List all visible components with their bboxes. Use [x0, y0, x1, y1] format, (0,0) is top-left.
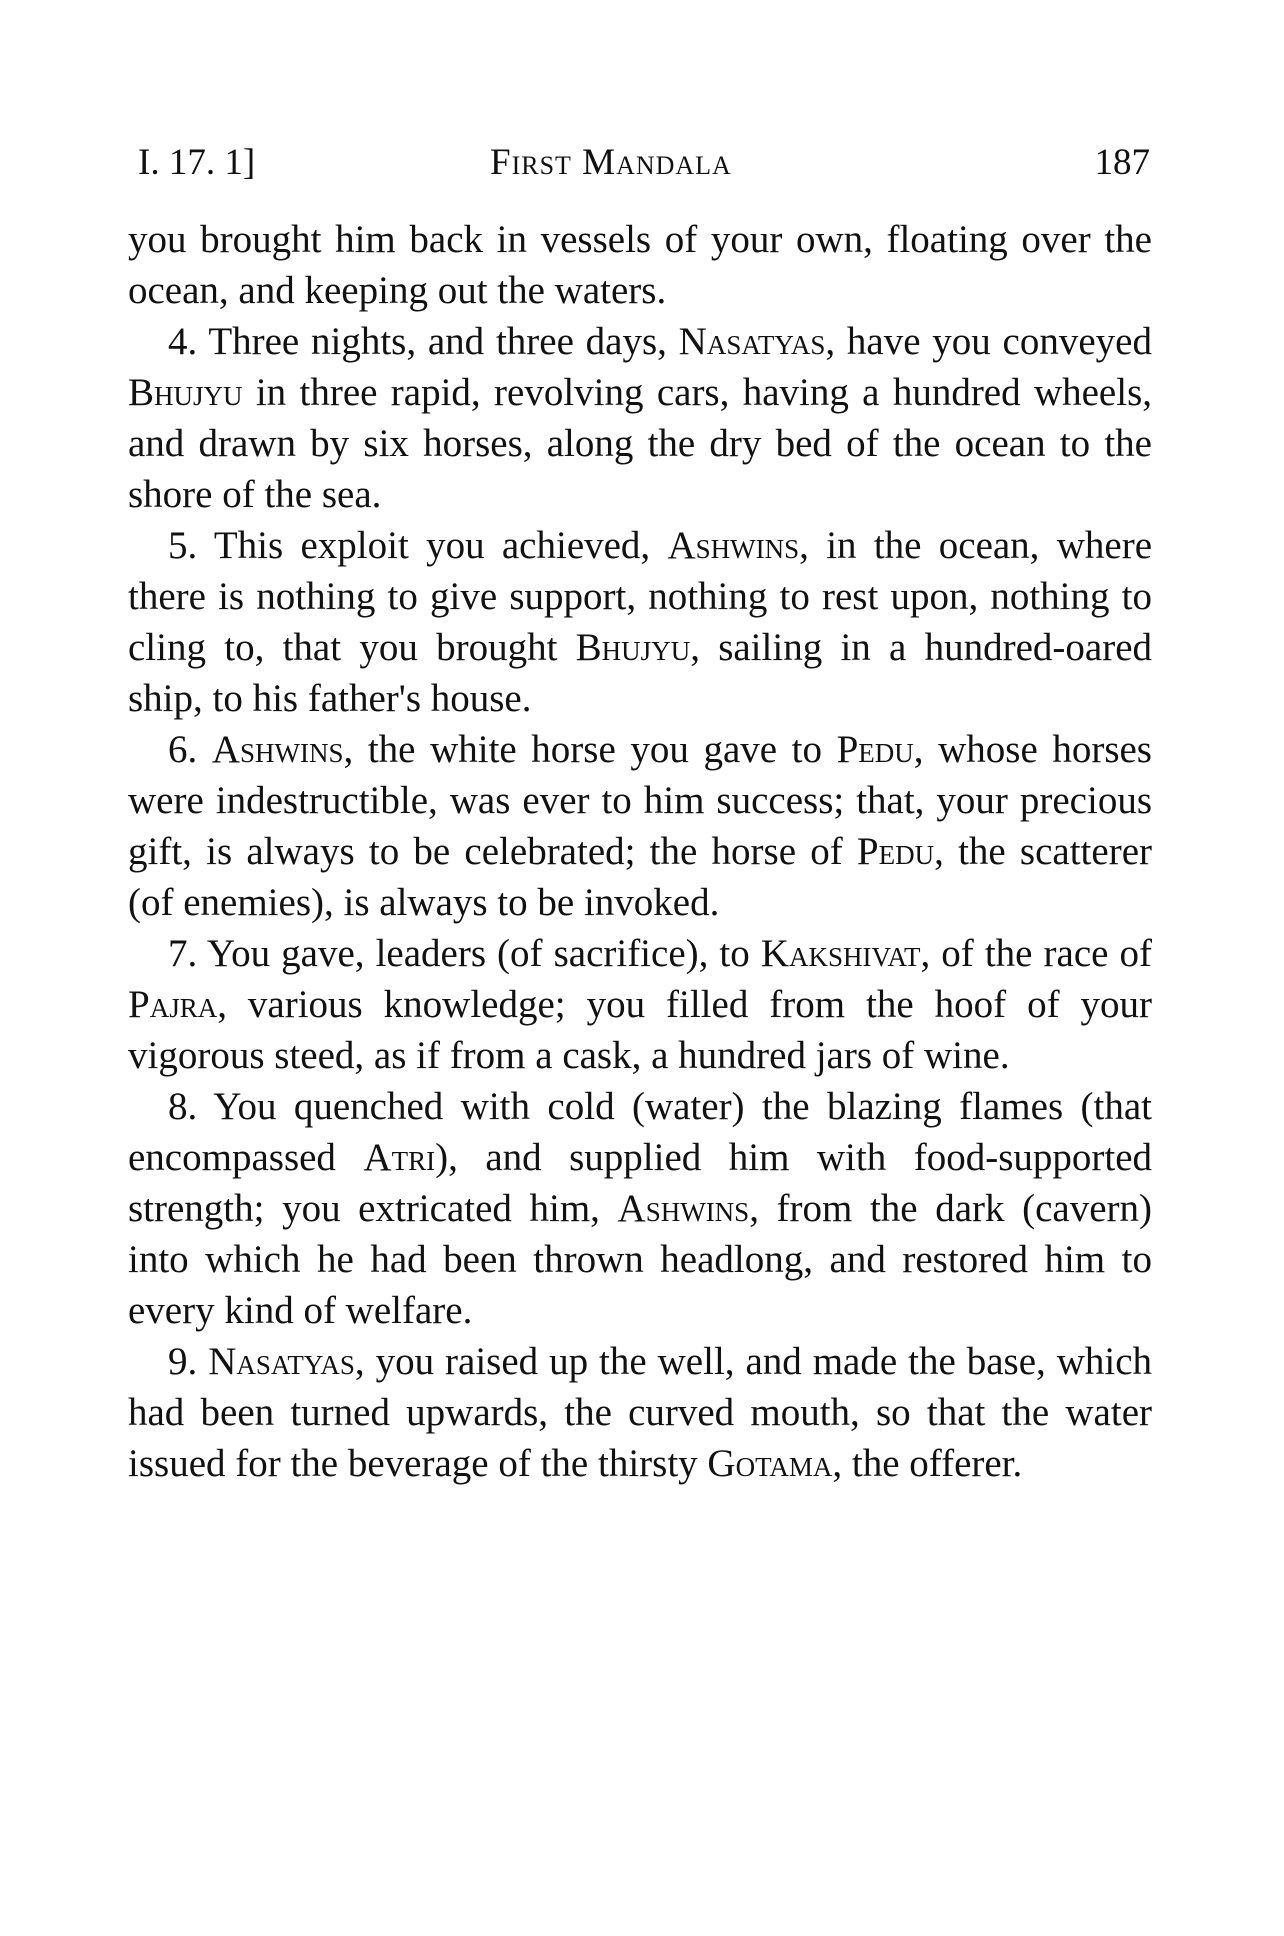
page-number: 187 — [1094, 142, 1150, 183]
verse-text: , the offerer. — [832, 1442, 1023, 1485]
verse-paragraph — [128, 1081, 1152, 1336]
verse-number: 5. — [168, 524, 198, 567]
verse-paragraph — [128, 724, 1152, 928]
verse-text: ), and supplied him with food-supported strength; you extricated him, — [128, 1136, 1152, 1230]
verse-text: , you raised up the well, and made the base, which had been turned upwards, the curved mouth, so that the water issued for the beverage of the thirsty — [128, 1340, 1153, 1485]
running-head — [138, 138, 1150, 188]
body-text — [128, 214, 1152, 1489]
proper-name: Ashwins — [617, 1187, 750, 1230]
verse-paragraph — [128, 928, 1152, 1081]
proper-name: Pedu — [856, 830, 935, 873]
verse-text: Three nights, and three days, — [197, 320, 679, 363]
verse-paragraph — [128, 1336, 1152, 1489]
proper-name: Atri — [363, 1136, 436, 1179]
continued-paragraph — [128, 214, 1152, 316]
verse-text: in three rapid, revolving cars, having a hundred wheels, and drawn by six horses, along the dry bed of the ocean to the shore of the sea. — [128, 371, 1152, 516]
verse-number: 9. — [168, 1340, 198, 1383]
verse-paragraph — [128, 520, 1152, 724]
proper-name: Kakshivat — [760, 932, 921, 975]
verse-text: You quenched with cold (water) the blazing flames (that encompassed — [128, 1085, 1152, 1179]
verse-text: This exploit you achieved, — [197, 524, 668, 567]
verse-text: , have you conveyed — [825, 320, 1152, 363]
verse-text — [197, 1340, 208, 1383]
verse-text — [197, 728, 212, 771]
verse-text: , the scatterer (of enemies), is always to be invoked. — [128, 830, 1152, 924]
verse-text: , of the race of — [920, 932, 1152, 975]
verse-number: 4. — [168, 320, 198, 363]
verse-number: 8. — [168, 1085, 198, 1128]
proper-name: Gotama — [707, 1442, 833, 1485]
verse-text: You gave, leaders (of sacrifice), to — [197, 932, 761, 975]
proper-name: Ashwins — [211, 728, 344, 771]
proper-name: Pajra — [128, 983, 218, 1026]
proper-name: Nasatyas — [678, 320, 826, 363]
proper-name: Nasatyas — [208, 1340, 355, 1383]
proper-name: Pedu — [836, 728, 914, 771]
verse-text: , from the dark (cavern) into which he had been thrown headlong, and restored him to every kind of welfare. — [128, 1187, 1152, 1332]
verse-text: you brought him back in vessels of your own, floating over the ocean, and keeping out the waters. — [128, 218, 1152, 312]
verse-text: , sailing in a hundred-oared ship, to his father's house. — [128, 626, 1153, 720]
verse-text: , various knowledge; you filled from the hoof of your vigorous steed, as if from a cask, a hundred jars of wine. — [128, 983, 1152, 1077]
verse-text: , whose horses were indestructible, was ever to him success; that, your precious gift, is always to be celebrated; the horse of — [128, 728, 1152, 873]
verse-paragraph — [128, 316, 1152, 520]
verse-number: 7. — [168, 932, 198, 975]
verse-text: , in the ocean, where there is nothing to give support, nothing to rest upon, nothing to cling to, that you brought — [128, 524, 1152, 669]
section-reference: I. 17. 1] — [138, 142, 256, 183]
verse-text: , the white horse you gave to — [343, 728, 837, 771]
proper-name: Bhujyu — [575, 626, 691, 669]
proper-name: Bhujyu — [128, 371, 243, 414]
verse-number: 6. — [168, 728, 198, 771]
proper-name: Ashwins — [667, 524, 800, 567]
running-title: First Mandala — [490, 142, 732, 183]
